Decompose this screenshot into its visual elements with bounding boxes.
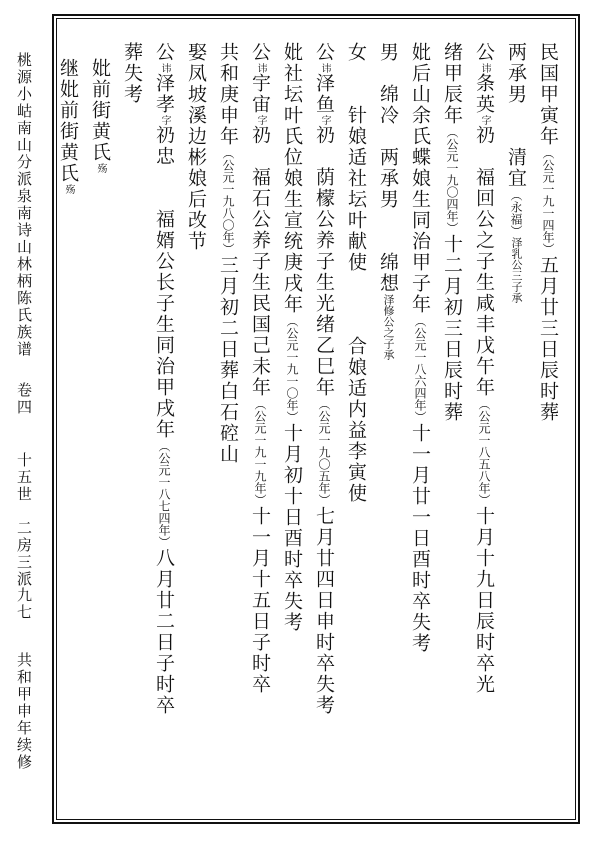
text-column	[343, 42, 369, 504]
margin-strip	[8, 52, 42, 832]
column-text: 公	[473, 42, 495, 63]
column-text: 共和庚申年	[217, 42, 239, 147]
column-text: 八月廿二日子时卒	[153, 548, 175, 716]
text-column	[407, 42, 433, 654]
text-column	[151, 42, 177, 716]
column-text: 公	[153, 42, 175, 63]
annotation-text: （公元一九八〇年）	[221, 147, 235, 255]
annotation-text: （公元一八六四年）	[413, 315, 427, 423]
text-column	[119, 42, 145, 105]
column-text: 两承男 清宜	[505, 42, 527, 189]
column-text: 公	[249, 42, 271, 63]
annotation-text: 殇	[63, 184, 74, 194]
annotation-text: （公元一八五八年）	[477, 398, 491, 506]
column-text: 公	[313, 42, 335, 63]
volume-label: 卷四	[15, 382, 33, 416]
column-text: 妣后山余氏蝶娘生同治甲子年	[409, 42, 431, 315]
annotation-text: （公元一九一四年）	[541, 147, 555, 255]
column-text: 十月初十日酉时卒失考	[281, 423, 303, 633]
text-column	[215, 42, 241, 465]
annotation-text: （公元一九一九年）	[253, 398, 267, 506]
text-column	[503, 42, 529, 303]
column-text: 礽 福回公之子生咸丰戊午年	[473, 125, 495, 398]
text-column	[55, 58, 81, 194]
column-text: 条英	[473, 73, 495, 115]
column-text: 十一月十五日子时卒	[249, 506, 271, 695]
annotation-text: 讳	[319, 63, 330, 73]
book-title: 桃源小岵南山分派泉南诗山林柄陈氏族谱	[15, 52, 33, 358]
column-text: 继妣前街黄氏	[57, 58, 79, 184]
column-text: 礽 福石公养子生民国己未年	[249, 125, 271, 398]
annotation-text: 字	[319, 115, 330, 125]
column-text: 十一月廿一日酉时卒失考	[409, 423, 431, 654]
annotation-text: （公元一九〇五年）	[317, 398, 331, 506]
annotation-text: 泽修公之子承	[382, 294, 395, 360]
annotation-text: 讳	[479, 63, 490, 73]
column-text: 娶凤坡溪边彬娘后改节	[185, 42, 207, 252]
column-text: 泽鱼	[313, 73, 335, 115]
annotation-text: 字	[159, 115, 170, 125]
column-text: 女 针娘适社坛叶献使 合娘适内益李寅使	[345, 42, 367, 504]
column-text: 五月廿三日辰时葬	[537, 255, 559, 423]
column-text: 三月初二日葬白石硿山	[217, 255, 239, 465]
annotation-text: （公元一八七四年）	[157, 440, 171, 548]
text-column	[375, 42, 401, 360]
column-text: 宇宙	[249, 73, 271, 115]
column-text: 葬失考	[121, 42, 143, 105]
text-column	[535, 42, 561, 423]
page-number: 九七	[15, 587, 33, 621]
annotation-text: 讳	[159, 63, 170, 73]
column-text: 礽 荫檬公养子生光绪乙巳年	[313, 125, 335, 398]
edition-label: 共和甲申年续修	[15, 652, 33, 771]
annotation-text: 殇	[95, 163, 106, 173]
column-text: 礽忠 福婿公长子生同治甲戌年	[153, 125, 175, 440]
text-column	[279, 42, 305, 633]
column-text: 十月十九日辰时卒光	[473, 506, 495, 695]
annotation-text: 讳	[255, 63, 266, 73]
column-text: 七月廿四日申时卒失考	[313, 506, 335, 716]
annotation-text: 泽乳公三子承	[510, 237, 523, 303]
text-column	[471, 42, 497, 695]
text-column	[183, 42, 209, 252]
column-text: 十二月初三日辰时葬	[441, 234, 463, 423]
text-column	[87, 58, 113, 173]
text-column	[311, 42, 337, 716]
annotation-text: 字	[255, 115, 266, 125]
generation-label: 十五世 二房三派	[15, 452, 33, 588]
annotation-text: （公元一九〇四年）	[445, 126, 459, 234]
text-column	[439, 42, 465, 423]
annotation-text: （永福）	[509, 189, 523, 237]
column-text: 泽孝	[153, 73, 175, 115]
column-text: 绪甲辰年	[441, 42, 463, 126]
column-text: 男 绵冷 两承男 绵想	[377, 42, 399, 294]
text-column	[247, 42, 273, 695]
column-text: 民国甲寅年	[537, 42, 559, 147]
annotation-text: （公元一九一〇年）	[285, 315, 299, 423]
annotation-text: 字	[479, 115, 490, 125]
column-text: 妣社坛叶氏位娘生宣统庚戌年	[281, 42, 303, 315]
column-text: 妣前街黄氏	[89, 58, 111, 163]
